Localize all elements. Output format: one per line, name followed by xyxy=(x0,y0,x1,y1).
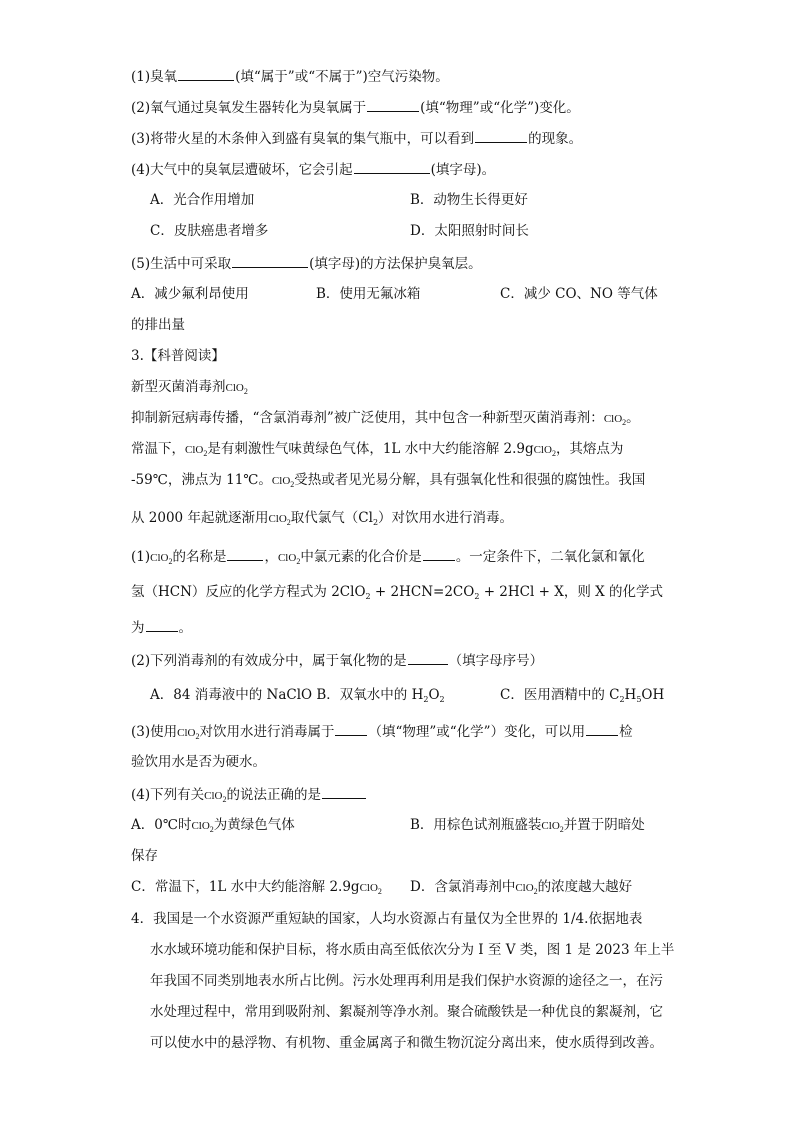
text: 。一定条件下，二氧化氯和氰化 xyxy=(455,549,645,565)
formula: ClO$_2$ xyxy=(225,382,248,396)
text: (2)下列消毒剂的有效成分中，属于氧化物的是 xyxy=(131,653,407,669)
text: (1)臭氧 xyxy=(131,69,178,85)
subscript: 2 xyxy=(474,592,480,601)
text: (1) xyxy=(131,549,151,565)
text: (5)生活中可采取 xyxy=(131,256,232,272)
formula: ClO$_2$ xyxy=(177,727,200,741)
text: -59℃，沸点为 11℃。 xyxy=(131,472,272,488)
answer-blank xyxy=(335,721,367,736)
formula: ClO$_2$ xyxy=(150,552,173,566)
formula: ClO$_2$ xyxy=(533,444,556,458)
paragraph-line: 水处理过程中，常用到吸附剂、絮凝剂等净水剂。聚合硫酸铁是一种优良的絮凝剂，它 xyxy=(150,1004,663,1020)
text: + 2HCN=2CO xyxy=(370,584,475,600)
option-b: B．用棕色试剂瓶盛装ClO$_2$并置于阴暗处 xyxy=(410,817,645,834)
text: + 2HCl + X，则 X 的化学式 xyxy=(479,584,664,600)
text-line: 保存 xyxy=(131,848,158,864)
paragraph-line: 年我国不同类别地表水所占比例。污水处理再利用是我们保护水资源的途径之一，在污 xyxy=(150,973,663,989)
article-title xyxy=(131,377,248,397)
text: 受热或者见光易分解，具有强氧化性和很强的腐蚀性。我国 xyxy=(294,472,646,488)
sub-question-1 xyxy=(131,546,645,566)
formula: ClO$_2$ xyxy=(204,790,227,804)
answer-blank xyxy=(322,784,366,799)
text: 是有刺激性气味黄绿色气体，1L 水中大约能溶解 2.9g xyxy=(207,441,534,457)
option-a: A．减少氟利昂使用 xyxy=(131,286,249,302)
paragraph-line: 水水域环境功能和保护目标，将水质由高至低依次分为 I 至 V 类，图 1 是 2023 年上半 xyxy=(150,942,675,958)
text: 。 xyxy=(178,620,192,636)
article-line xyxy=(131,508,513,528)
subscript: 2 xyxy=(365,592,371,601)
text: 新型灭菌消毒剂 xyxy=(131,379,226,395)
text: 取代氯气（ xyxy=(290,510,359,526)
text: 对饮用水进行消毒属于 xyxy=(199,724,335,740)
option-d: D．含氯消毒剂中ClO$_2$的浓度越大越好 xyxy=(410,879,633,896)
text: ，其熔点为 xyxy=(555,441,624,457)
option-c: C．减少 CO、NO 等气体 xyxy=(500,286,658,302)
answer-blank xyxy=(146,617,178,632)
subscript: 2 xyxy=(423,695,429,704)
formula: ClO$_2$ xyxy=(277,552,301,566)
answer-blank xyxy=(423,546,455,561)
option-a: A．光合作用增加 xyxy=(150,192,255,208)
answer-blank xyxy=(408,650,448,665)
formula: $Cl_2$ xyxy=(358,510,379,527)
paragraph-line: 可以使水中的悬浮物、有机物、重金属离子和微生物沉淀分离出来，使水质得到改善。 xyxy=(150,1035,663,1051)
sub-question-2 xyxy=(131,650,543,670)
section-heading: 3.【科普阅读】 xyxy=(131,348,225,364)
text: 的说法正确的是 xyxy=(226,787,321,803)
text: （填“物理”或“化学”）变化，可以用 xyxy=(368,724,586,740)
option-c: C．医用酒精中的 $C_2H_5OH$ xyxy=(500,687,665,704)
answer-blank xyxy=(586,721,618,736)
article-line xyxy=(131,470,645,490)
text: 的现象。 xyxy=(528,131,583,147)
text: C．医用酒精中的 C xyxy=(500,687,620,703)
text: 。 xyxy=(626,410,640,426)
text: 的名称是 xyxy=(172,549,227,565)
text: 抑制新冠病毒传播，“含氯消毒剂”被广泛使用，其中包含一种新型灭菌消毒剂： xyxy=(131,410,604,426)
q1-line xyxy=(131,66,449,86)
text: 从 2000 年起就逐渐用 xyxy=(131,510,269,526)
text: 常温下， xyxy=(131,441,185,457)
answer-blank xyxy=(354,159,430,174)
answer-blank xyxy=(227,546,263,561)
text: (填“物理”或“化学”)变化。 xyxy=(420,100,580,116)
text: ， xyxy=(264,549,278,565)
formula: ClO$_2$ xyxy=(603,413,627,427)
article-line xyxy=(131,439,623,459)
answer-blank xyxy=(367,97,419,112)
option-b: B．使用无氟冰箱 xyxy=(316,286,421,302)
q2-line xyxy=(131,97,580,117)
text: 氢（HCN）反应的化学方程式为 2ClO xyxy=(131,584,366,600)
text: （填字母序号） xyxy=(448,653,544,669)
paragraph-line: 4．我国是一个水资源严重短缺的国家，人均水资源占有量仅为全世界的 1/4.依据地表 xyxy=(131,911,643,927)
text: (3)将带火星的木条伸入到盛有臭氧的集气瓶中，可以看到 xyxy=(131,131,475,147)
text: 检 xyxy=(619,724,633,740)
option-c: C．常温下，1L 水中大约能溶解 2.9gClO$_2$ xyxy=(131,879,382,896)
sub-question-1-cont xyxy=(131,582,663,602)
formula: ClO$_2$ xyxy=(268,513,291,527)
answer-blank xyxy=(232,253,308,268)
subscript: 2 xyxy=(439,695,445,704)
q5-line xyxy=(131,253,482,273)
q4-line xyxy=(131,159,495,179)
sub-question-3 xyxy=(131,721,633,741)
article-line xyxy=(131,408,640,428)
text: (填字母)。 xyxy=(430,162,496,178)
text: A．84 消毒液中的 NaClO B．双氧水中的 H xyxy=(150,687,424,703)
text: (4)大气中的臭氧层遭破坏，它会引起 xyxy=(131,162,353,178)
text: (填“属于”或“不属于”)空气污染物。 xyxy=(235,69,449,85)
answer-blank xyxy=(178,66,234,81)
text: (填字母)的方法保护臭氧层。 xyxy=(309,256,482,272)
formula: ClO$_2$ xyxy=(185,444,208,458)
text-line: 验饮用水是否为硬水。 xyxy=(131,754,266,770)
text-line: 的排出量 xyxy=(131,317,185,333)
option-d: D．太阳照射时间长 xyxy=(410,223,529,239)
text: ）对饮用水进行消毒。 xyxy=(378,510,514,526)
formula: ClO$_2$ xyxy=(271,475,295,489)
sub-question-4 xyxy=(131,784,367,804)
option-a: A．0℃时ClO$_2$为黄绿色气体 xyxy=(131,817,295,834)
text: (4)下列有关 xyxy=(131,787,205,803)
q3-line xyxy=(131,128,582,148)
text: 中氯元素的化合价是 xyxy=(300,549,422,565)
option-b: B．动物生长得更好 xyxy=(410,192,528,208)
answer-blank xyxy=(475,128,527,143)
text: 为 xyxy=(131,620,145,636)
option-c: C．皮肤癌患者增多 xyxy=(150,223,269,239)
text: (2)氧气通过臭氧发生器转化为臭氧属于 xyxy=(131,100,367,116)
option-a-b: A．84 消毒液中的 NaClO B．双氧水中的 $H_2O_2$ xyxy=(150,687,445,704)
text: (3)使用 xyxy=(131,724,178,740)
sub-question-1-cont xyxy=(131,617,192,637)
